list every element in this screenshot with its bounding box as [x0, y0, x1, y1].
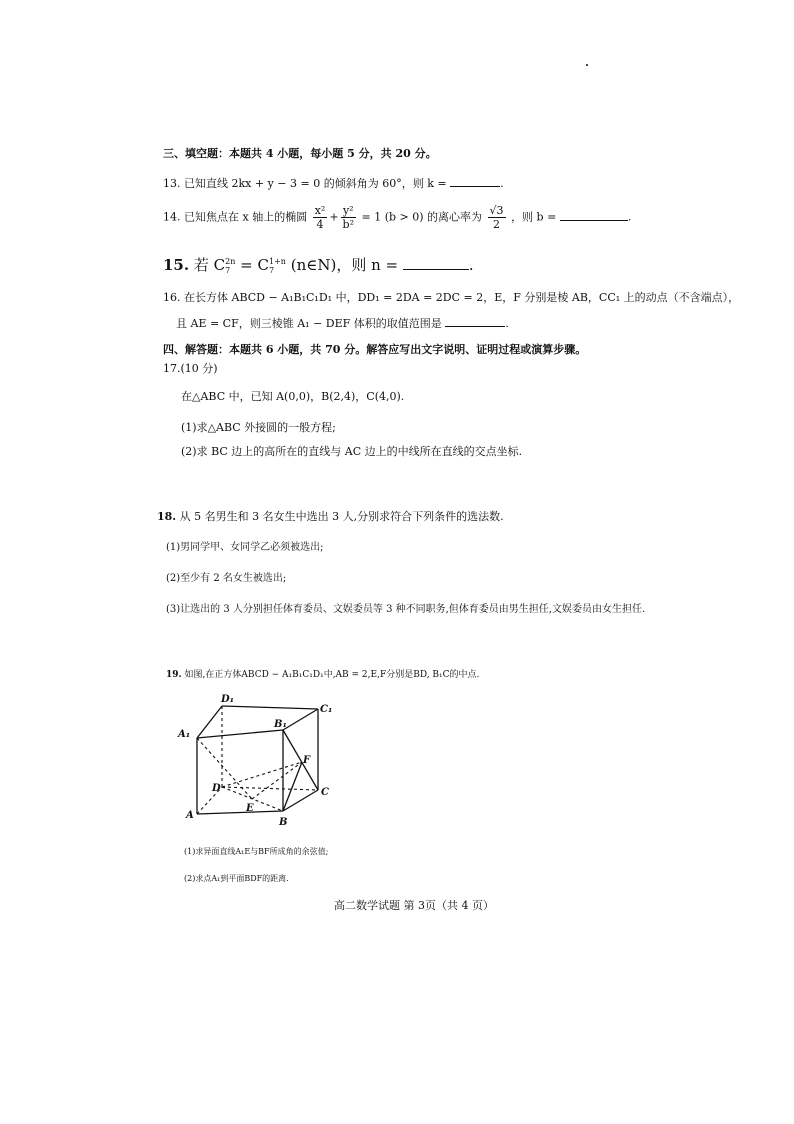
question-17-part-1: (1)求△ABC 外接圆的一般方程; [181, 421, 336, 434]
answer-blank-13 [450, 176, 500, 187]
fraction-y2-over-b2: $\frac{\text{y²}}{\text{b²}}$ [342, 204, 354, 231]
question-19-stem: 19. 如图,在正方体ABCD − A₁B₁C₁D₁中,AB = 2,E,F分别是BD, B₁C的中点. [166, 670, 480, 680]
answer-blank-14 [560, 210, 628, 221]
question-16-line-1: 16. 在长方体 ABCD − A₁B₁C₁D₁ 中，DD₁ = 2DA = 2DC = 2，E，F 分别是棱 AB，CC₁ 上的动点（不含端点）， [163, 291, 740, 304]
label-a1: A₁ [178, 729, 191, 740]
question-15: 15. 若 C 2n 7 = C 1+n 7 (n∈N)，则 n = . [163, 256, 474, 275]
section-3-header: 三、填空题：本题共 4 小题，每小题 5 分，共 20 分。 [163, 147, 437, 160]
answer-blank-15 [403, 259, 469, 270]
label-b1: B₁ [274, 719, 287, 730]
question-17-header: 17.(10 分) [163, 362, 218, 375]
question-19-part-1: (1)求异面直线A₁E与BF所成角的余弦值; [184, 847, 329, 856]
question-14: 14. 已知焦点在 x 轴上的椭圆 $\frac{\text{x²}}{4}$ + $\frac{\text{y²}}{\text{b²}}$ = 1 (b > 0) 的离心率为 $\frac{√3}{2}$ ，则 b = . [163, 204, 632, 231]
question-13-number: 13. [163, 177, 181, 190]
question-16-number: 16. [163, 291, 181, 304]
label-f: F [303, 755, 311, 766]
fraction-sqrt3-over-2: $\frac{√3}{2}$ [489, 204, 504, 231]
edge-a-b [197, 811, 283, 814]
fraction-x2-over-4: $\frac{\text{x²}}{4}$ [314, 204, 326, 231]
edge-b1-c1 [283, 709, 318, 730]
label-a: A [186, 810, 194, 821]
question-16-line-2: 且 AE = CF，则三棱锥 A₁ − DEF 体积的取值范围是 . [176, 317, 509, 330]
question-14-text-b: = 1 (b > 0) 的离心率为 [361, 210, 483, 224]
scan-speck [586, 64, 588, 66]
question-13: 13. 已知直线 2kx + y − 3 = 0 的倾斜角为 60°，则 k = . [163, 177, 504, 190]
label-c1: C₁ [320, 704, 333, 715]
question-18-stem: 18. 从 5 名男生和 3 名女生中选出 3 人,分别求符合下列条件的选法数. [157, 510, 504, 523]
question-18-part-1: (1)男同学甲、女同学乙必须被选出; [166, 542, 324, 553]
question-13-text: 已知直线 2kx + y − 3 = 0 的倾斜角为 60°，则 k = [184, 177, 447, 190]
edge-d-c [222, 787, 318, 790]
edge-d1-c1 [222, 706, 318, 709]
cube-figure [175, 690, 355, 835]
question-18-part-3: (3)让选出的 3 人分别担任体育委员、文娱委员等 3 种不同职务,但体育委员由男生担任,文娱委员由女生担任. [166, 604, 646, 615]
segment-b1-c [283, 730, 318, 790]
question-15-number: 15. [163, 256, 190, 274]
page-footer: 高二数学试题 第 3页（共 4 页） [334, 899, 494, 912]
label-b: B [279, 817, 288, 828]
label-d1: D₁ [221, 694, 235, 705]
edge-b-c [283, 790, 318, 811]
question-14-text-c: ，则 b = [511, 210, 557, 224]
question-17-part-2: (2)求 BC 边上的高所在的直线与 AC 边上的中线所在直线的交点坐标. [181, 445, 523, 458]
segment-d-f [222, 762, 302, 787]
question-14-number: 14. [163, 210, 181, 224]
question-18-part-2: (2)至少有 2 名女生被选出; [166, 573, 287, 584]
section-4-header: 四、解答题：本题共 6 小题，共 70 分。解答应写出文字说明、证明过程或演算步骤。 [163, 343, 587, 356]
question-14-text-a: 已知焦点在 x 轴上的椭圆 [184, 210, 308, 224]
label-c: C [321, 787, 329, 798]
answer-blank-16 [445, 316, 505, 327]
label-d: D [212, 783, 221, 794]
segment-a1-e [197, 738, 252, 799]
edge-a1-b1 [197, 730, 283, 738]
label-e: E [246, 803, 254, 814]
question-17-stem: 在△ABC 中，已知 A(0,0)，B(2,4)，C(4,0). [181, 390, 405, 403]
question-19-part-2: (2)求点A₁到平面BDF的距离. [184, 874, 289, 883]
edge-a1-d1 [197, 706, 222, 738]
